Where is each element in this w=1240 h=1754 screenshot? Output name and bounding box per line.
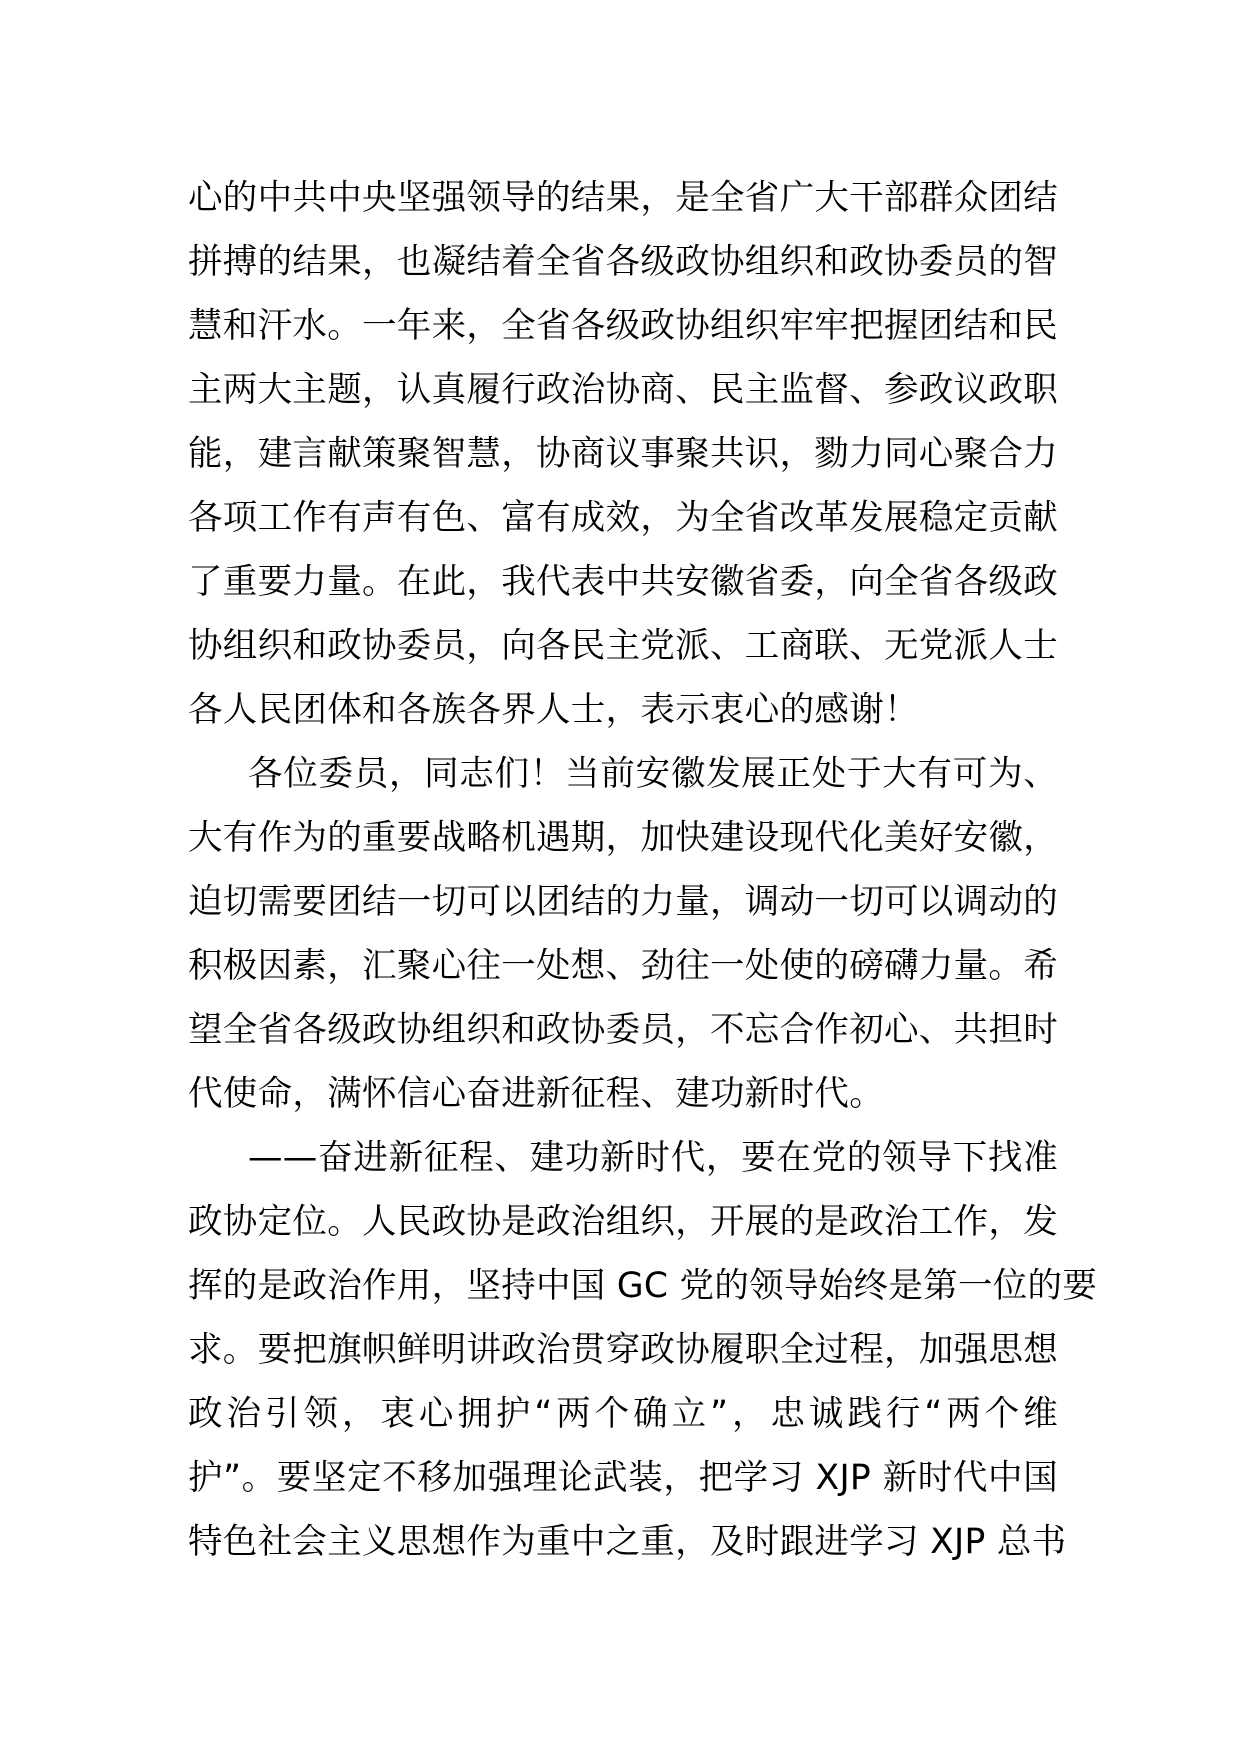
text-line: 各人民团体和各族各界人士，表示衷心的感谢！ xyxy=(188,690,919,730)
text-line: 心的中共中央坚强领导的结果，是全省广大干部群众团结 xyxy=(188,178,1058,218)
text-line: ——奋进新征程、建功新时代，要在党的领导下找准 xyxy=(248,1138,1058,1178)
text-line: 大有作为的重要战略机遇期，加快建设现代化美好安徽， xyxy=(188,818,1058,858)
text-line: 特色社会主义思想作为重中之重，及时跟进学习 XJP 总书 xyxy=(188,1522,1067,1562)
text-line: 政治引领，衷心拥护“两个确立”，忠诚践行“两个维 xyxy=(188,1394,1058,1434)
paragraph-3 xyxy=(188,1126,1098,1574)
text-line: 求。要把旗帜鲜明讲政治贯穿政协履职全过程，加强思想 xyxy=(188,1330,1058,1370)
paragraph-1 xyxy=(188,166,1058,742)
text-line: 各项工作有声有色、富有成效，为全省改革发展稳定贡献 xyxy=(188,498,1058,538)
text-line: 慧和汗水。一年来，全省各级政协组织牢牢把握团结和民 xyxy=(188,306,1058,346)
text-line: 拼搏的结果，也凝结着全省各级政协组织和政协委员的智 xyxy=(188,242,1058,282)
text-line: 护”。要坚定不移加强理论武装，把学习 XJP 新时代中国 xyxy=(188,1458,1058,1498)
text-line: 协组织和政协委员，向各民主党派、工商联、无党派人士 xyxy=(188,626,1058,666)
text-line: 主两大主题，认真履行政治协商、民主监督、参政议政职 xyxy=(188,370,1058,410)
text-line: 了重要力量。在此，我代表中共安徽省委，向全省各级政 xyxy=(188,562,1058,602)
text-line: 望全省各级政协组织和政协委员，不忘合作初心、共担时 xyxy=(188,1010,1058,1050)
text-line: 政协定位。人民政协是政治组织，开展的是政治工作，发 xyxy=(188,1202,1058,1242)
text-line: 代使命，满怀信心奋进新征程、建功新时代。 xyxy=(188,1074,884,1114)
text-line: 各位委员，同志们！当前安徽发展正处于大有可为、 xyxy=(248,754,1058,794)
text-line: 积极因素，汇聚心往一处想、劲往一处使的磅礴力量。希 xyxy=(188,946,1058,986)
text-line: 迫切需要团结一切可以团结的力量，调动一切可以调动的 xyxy=(188,882,1058,922)
text-line: 能，建言献策聚智慧，协商议事聚共识，勠力同心聚合力 xyxy=(188,434,1058,474)
document-body xyxy=(188,166,1098,1574)
text-line: 挥的是政治作用，坚持中国 GC 党的领导始终是第一位的要 xyxy=(188,1266,1098,1306)
paragraph-2 xyxy=(188,742,1058,1126)
